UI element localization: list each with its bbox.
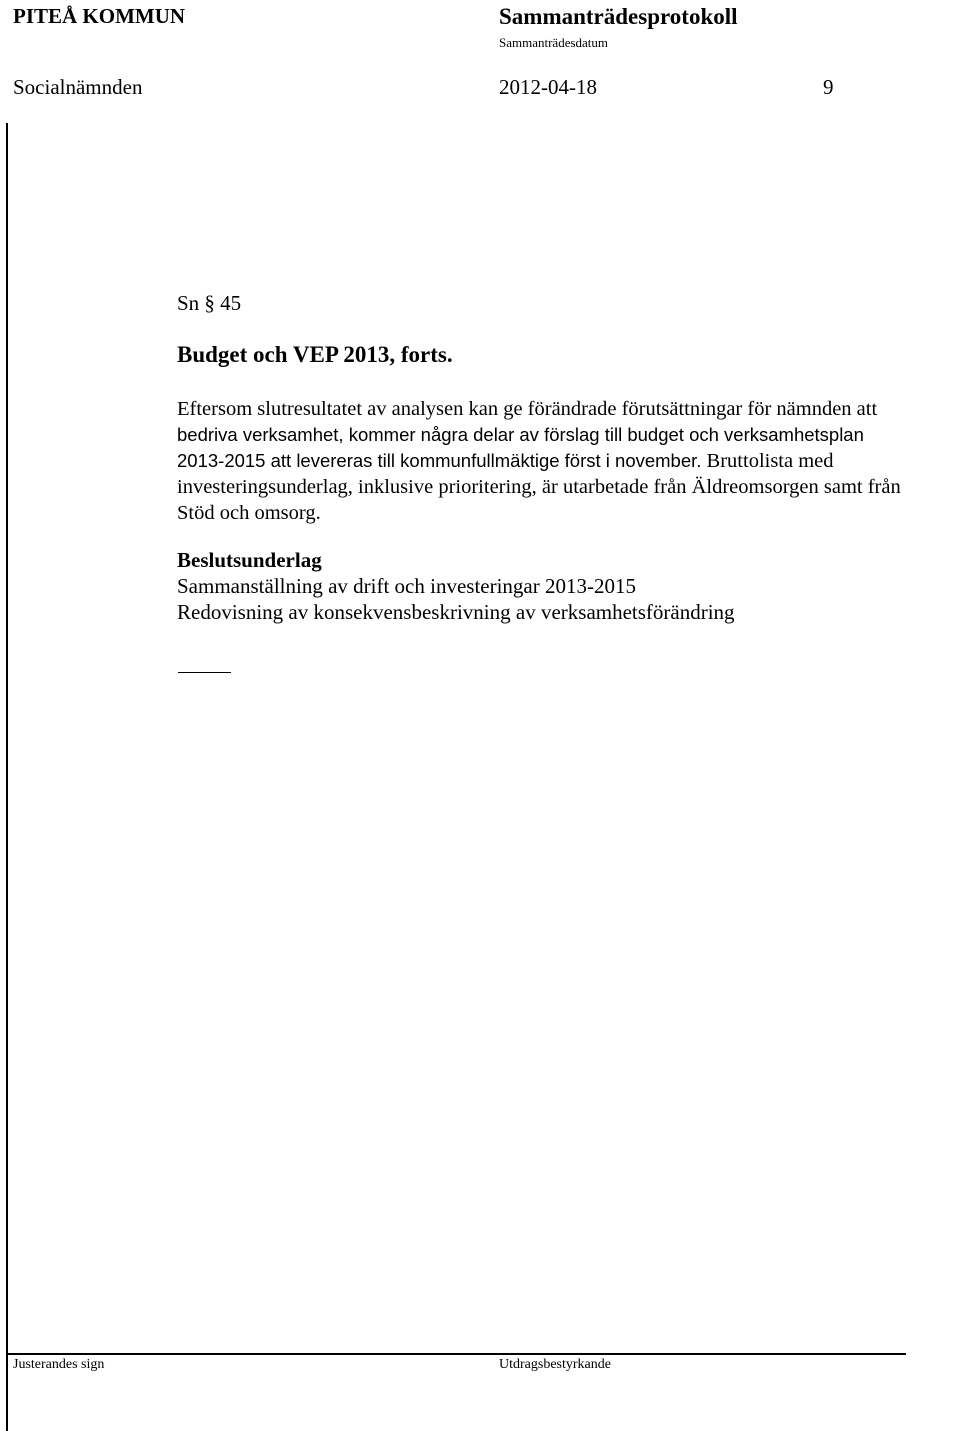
body-line: Eftersom slutresultatet av analysen kan ge förändrade förutsättningar för nämnden att [177,398,878,420]
body-paragraph [177,396,960,526]
page-number: 9 [823,75,834,99]
body-line: Bruttolista med [701,450,834,472]
body-line: bedriva verksamhet, kommer några delar av förslag till budget och verksamhetsplan [177,424,864,445]
body-line: Stöd och omsorg. [177,502,321,524]
date-label: Sammanträdesdatum [499,35,609,50]
decision-basis-item: Redovisning av konsekvensbeskrivning av verksamhetsförändring [177,600,735,624]
decision-basis-heading: Beslutsunderlag [177,548,322,572]
body-line: investeringsunderlag, inklusive prioritering, är utarbetade från Äldreomsorgen samt från [177,476,901,498]
footer-justerandes-sign: Justerandes sign [13,1357,105,1372]
organization-name: PITEÅ KOMMUN [13,4,186,28]
body-line-group [177,448,960,474]
document-type: Sammanträdesprotokoll [499,4,738,29]
footer-rule [6,1353,906,1355]
left-margin-line [6,123,8,1431]
footer-utdragsbestyrkande: Utdragsbestyrkande [499,1357,611,1372]
section-end-rule [178,672,231,673]
section-title: Budget och VEP 2013, forts. [177,342,453,367]
decision-basis-item: Sammanställning av drift och investeringar 2013-2015 [177,574,636,598]
body-line: 2013-2015 att levereras till kommunfullmäktige först i november. [177,450,702,471]
meeting-date: 2012-04-18 [499,75,597,99]
section-number: Sn § 45 [177,291,242,315]
board-name: Socialnämnden [13,75,143,99]
